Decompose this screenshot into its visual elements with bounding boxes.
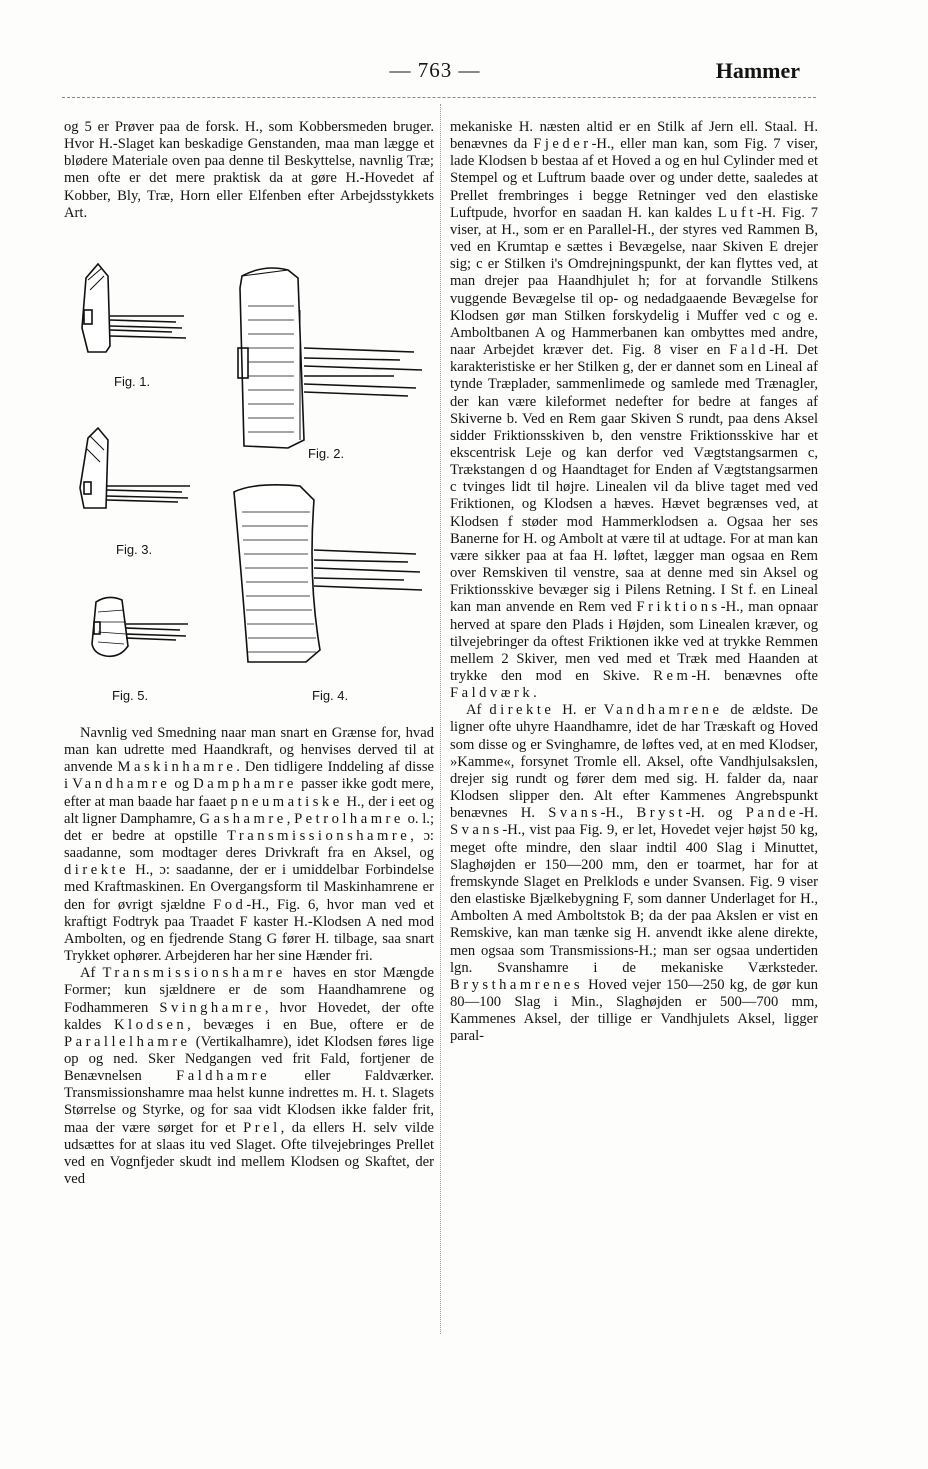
spaced-term: Faldværk — [450, 685, 534, 702]
spaced-term: Fod — [213, 896, 247, 913]
fig3-label: Fig. 3. — [116, 542, 153, 557]
right-paragraph-1 — [450, 119, 818, 702]
text-run: . — [533, 685, 537, 702]
fig4-hammer-drawing — [234, 485, 422, 662]
page-number: — 763 — — [389, 58, 481, 82]
right-column — [450, 119, 818, 1045]
spaced-term: Svinghamre — [159, 999, 265, 1016]
spaced-term: Rem — [653, 668, 692, 684]
column-divider — [440, 104, 441, 1334]
spaced-term: Luft — [717, 204, 757, 221]
text-run: -H., Fig. 6, hvor man ved et kraftigt Fodtryk paa Traadet F kaster H.-Klodsen A ned mod Ambolten, og en fjedrende Stang G fører H. tilbage, saa snart Trykket ophører. Arbejderen har her sine Hænder fri. — [64, 896, 434, 965]
spaced-term: Svans — [450, 822, 503, 839]
spaced-term: Brysthamrenes — [450, 976, 584, 993]
hammer-figures — [64, 250, 436, 710]
text-run: , hvor Hovedet, der ofte kaldes — [64, 999, 434, 1033]
text-run: Hoved vejer 150—250 kg, de gør kun 80—100 Slag i Min., Slaghøjden er 500—700 mm, Kammenes Aksel, der tillige er Vandhjulets Aksel, ligger paral- — [450, 976, 818, 1045]
text-run: -H. — [798, 805, 818, 822]
fig3-hammer-drawing — [80, 428, 190, 508]
header-rule — [62, 97, 816, 98]
spaced-term: Parallelhamre — [64, 1033, 191, 1050]
hammer-illustrations — [64, 250, 436, 710]
spaced-term: Svans — [548, 805, 601, 822]
fig2-label: Fig. 2. — [308, 446, 345, 461]
text-run: -H., — [600, 805, 637, 822]
text-run: -H., vist paa Fig. 9, er let, Hovedet vejer højst 50 kg, meget ofte mindre, den slaar indtil 400 Slag i Minuttet, Slaghøjden er 150—200 mm, den er toarmet, har for at fremskynde Slaget en Prelklods e under Svansen. Fig. 9 viser den elastiske Bjælkebygning F, som danner Underlaget for H., Ambolten A med Amboltstok B; da der paa Akslen er vist en Remskive, kan man tænke sig H. anvendt ikke alene direkte, men ogsaa som Transmissions-H.; man ser ogsaa undertiden lgn. Svanshamre i de mekaniske Værksteder. — [450, 822, 818, 976]
text-run: -H., eller man kan, som Fig. 7 viser, lade Klodsen b bestaa af et Hoved a og en hul Cylinder med et Stempel og et Luftrum baade over og under dette, saaledes at Prellet frembringes i begge Retninger ved den elastiske Luftpude, hvorfor en saadan H. kan kaldes — [450, 136, 818, 221]
spaced-term: Faldhamre — [176, 1068, 271, 1085]
text-run: . Den tidligere Inddeling af disse i — [64, 759, 434, 793]
fig1-hammer-drawing — [82, 264, 186, 352]
text-run: -H., man opnaar herved at spare den Plads i Højden, som Linealen kræver, og tilvejebringer da oftest Friktionen ikke ved at trykke Remmen mellem 2 Skiver, men ved med et Træk med Haanden at trykke den mod en Skive. — [450, 599, 818, 684]
spaced-term: Gashamre — [199, 810, 287, 827]
spaced-term: Vandhamrene — [603, 702, 723, 719]
text-run: -H. og — [685, 805, 746, 822]
text-run: passer ikke godt mere, efter at man baade har faaet — [64, 776, 435, 810]
spaced-term: Fjeder — [533, 136, 592, 153]
running-headword: Hammer — [715, 58, 800, 83]
text-run: -H. Fig. 7 viser, at H., som er en Parallel-H., der styres ved Rammen B, ved en Krumtap e sættes i Bevægelse, naar Skiven E drejer sig; c er Stilken i's Omdrejningspunkt, der kan flyttes ved, at man drejer paa Haandhjulet h; for at forvandle Stilkens vuggende Bevægelse til op- og nedadgaaende Bevægelse for Klodsen gør man Stilken forskydelig i Muffer ved c og e. Amboltbanen A og Hammerbanen kan ombyttes med andre, naar Arbejdet kræver det. Fig. 8 viser en — [450, 204, 818, 359]
spaced-term: Transmissionshamre — [102, 965, 286, 982]
text-run: Af — [466, 702, 490, 719]
spaced-term: pneumatiske — [230, 793, 343, 810]
text-run: H., der i eet og alt ligner Damphamre, — [64, 793, 434, 827]
text-run: mekaniske H. næsten altid er en Stilk af Jern ell. Staal. H. benævnes da — [450, 119, 818, 153]
text-run: H. er — [554, 702, 604, 719]
spaced-term: Prel — [243, 1119, 281, 1136]
fig2-hammer-drawing — [238, 268, 422, 448]
text-run: haves en stor Mængde Former; kun sjældnere er de som Haandhamrene og Fodhammeren — [64, 965, 434, 1016]
fig5-label: Fig. 5. — [112, 688, 149, 703]
page-header — [0, 58, 928, 92]
text-run: , bevæges i en Bue, oftere er de — [187, 1016, 434, 1033]
left-paragraph-2 — [64, 725, 434, 965]
spaced-term: Maskinhamre — [117, 759, 237, 776]
left-column-bottom — [64, 725, 434, 1188]
text-run: -H. benævnes ofte — [691, 668, 818, 684]
spaced-term: Transmissionshamre — [226, 827, 411, 844]
right-paragraph-2 — [450, 702, 818, 1045]
text-run: Af — [80, 965, 103, 982]
text-run: Navnlig ved Smedning naar man snart en Grænse for, hvad man kan udrette med Haandkraft, og henvises derved til at anvende — [64, 725, 434, 776]
fig5-hammer-drawing — [92, 597, 188, 656]
left-column-top — [64, 119, 434, 222]
spaced-term: Friktions — [636, 599, 721, 616]
spaced-term: Bryst — [636, 805, 686, 822]
text-run: (Vertikalhamre), idet Klodsen føres lige op og ned. Sker Nedgangen ved frit Fald, fortjener de Benævnelsen — [64, 1033, 434, 1085]
text-run: de ældste. De ligner ofte uhyre Haandhamre, idet de har Træskaft og Hoved som disse og er Svinghamre, de løftes ved, at en med Klodser, »Kamme«, forsynet Tromle ell. Aksel, ofte Vandhjulsakslen, drejer sig rundt og fører dem med sig. H. falder da, naar Klodsen slipper den. Alt efter Kammenes Angrebspunkt benævnes H. — [450, 702, 818, 822]
spaced-term: Damphamre — [193, 776, 297, 793]
text-run: og — [170, 776, 194, 793]
left-paragraph-1: og 5 er Prøver paa de forsk. H., som Kobbersmeden bruger. Hvor H.-Slaget kan beskadige Genstanden, maa man lægge et blødere Materiale oven paa denne til Beskyttelse, navnlig Træ; men ofte er det mere praktisk da at gøre H.-Hovedet af Kobber, Bly, Træ, Horn eller Elfenben efter Arbejdsstykkets Art. — [64, 119, 434, 221]
left-paragraph-3 — [64, 965, 434, 1188]
text-run: , da ellers H. selv vilde udsættes for at slaas itu ved Slaget. Ofte tilvejebringes Prellet ved en Vognfjeder skudt ind mellem Klodsen og Skaftet, der ved — [64, 1119, 434, 1188]
spaced-term: Pande — [745, 805, 799, 822]
spaced-term: Klodsen — [113, 1016, 188, 1033]
spaced-term: Vandhamre — [72, 776, 171, 793]
spaced-term: Fald — [729, 342, 770, 359]
fig4-label: Fig. 4. — [312, 688, 349, 703]
text-run: , — [286, 810, 295, 827]
text-run: H., ɔ: saadanne, der er i umiddelbar Forbindelse med Kraftmaskinen. En Overgangsform til Maskinhamrene er den for øvrigt sjældne — [64, 862, 434, 913]
spaced-term: Petrolhamre — [294, 810, 404, 827]
spaced-term: direkte — [489, 702, 555, 719]
text-run: , ɔ: saadanne, som modtager deres Drivkraft fra en Aksel, og — [64, 827, 434, 862]
text-run: eller Faldværker. Transmissionshamre maa helst kunne indrettes m. H. t. Slagets Størrelse og Styrke, og for saa vidt Klodsen ikke falder frit, maa der være sørget for et — [64, 1068, 434, 1136]
fig1-label: Fig. 1. — [114, 374, 151, 389]
text-run: -H. Det karakteristiske er her Stilken g, der er dannet som en Lineal af tynde Træplader, sammenlimede og samlede med Trænagler, der kan være kileformet nedefter for bedre at fanges af Skiverne b. Ved en Rem gaar Skiven S rundt, paa dens Aksel sidder Friktionsskiven b, den venstre Friktionsskive har et ekscentrisk Leje og kan derfor ved Vægtstangsarmen c, Trækstangen d og Haandtaget for Enden af Vægtstangsarmen c tvinges lidt til højre. Linealen vil da blive taget med ved Friktionen, og Klodsen a hæves. Hævet begrænses ved, at Klodsen f støder mod Hammerklodsen a. Ogsaa her ses Banerne for H. og Ambolt at være til at udtage. For at man kan være sikker paa at faa H. løftet, lægger man ogsaa en Rem over Remskiven til venstre, saa at denne med sin Aksel og Friktionsskive bevæger sig i Pilens Retning. I St f. en Lineal kan man anvende en Rem ved — [450, 342, 818, 616]
spaced-term: direkte — [64, 862, 130, 879]
text-run: o. l.; det er bedre at opstille — [64, 810, 435, 844]
